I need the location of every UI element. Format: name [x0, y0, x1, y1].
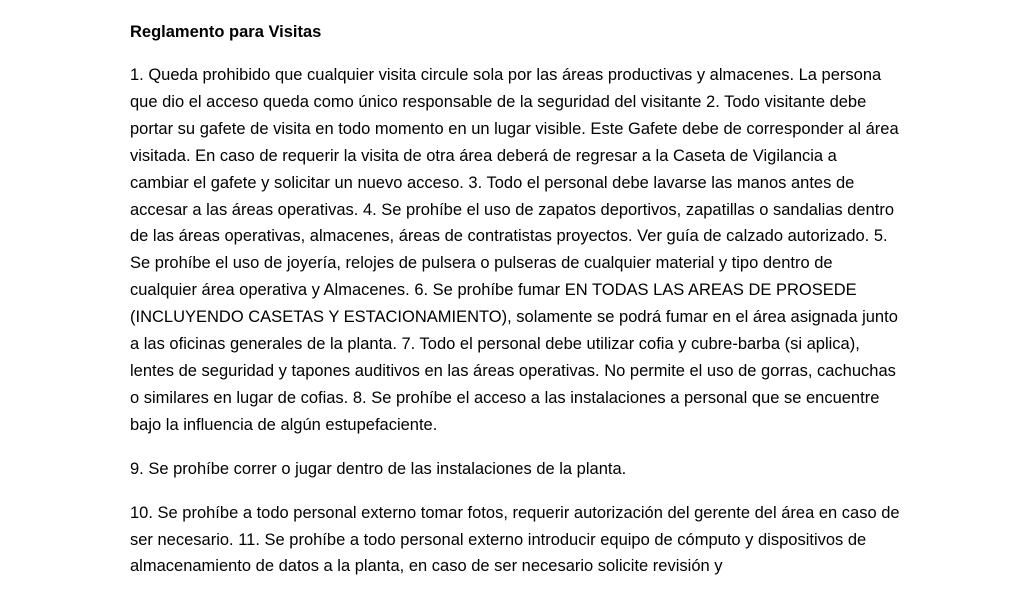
- paragraph-rules-10-11: 10. Se prohíbe a todo personal externo tomar fotos, requerir autorización del gerente del área en caso de ser necesario. 11. Se prohíbe a todo personal externo introducir equipo de cómputo y dispositivos de almacenamiento de datos a la planta, en caso de ser necesario solicite revisión y: [130, 503, 900, 576]
- paragraph-rule-9: 9. Se prohíbe correr o jugar dentro de las instalaciones de la planta.: [130, 459, 627, 478]
- paragraph-rules-1-8: 1. Queda prohibido que cualquier visita circule sola por las áreas productivas y almacenes. La persona que dio el acceso queda como único responsable de la seguridad del visitante 2. Todo visitante debe portar su gafete de visita en todo momento en un lugar visible. Este Gafete debe de corresponder al área visitada. En caso de requerir la visita de otra área deberá de regresar a la Caseta de Vigilancia a cambiar el gafete y solicitar un nuevo acceso. 3. Todo el personal debe lavarse las manos antes de accesar a las áreas operativas. 4. Se prohíbe el uso de zapatos deportivos, zapatillas o sandalias dentro de las áreas operativas, almacenes, áreas de contratistas proyectos. Ver guía de calzado autorizado. 5. Se prohíbe el uso de joyería, relojes de pulsera o pulseras de cualquier material y tipo dentro de cualquier área operativa y Almacenes. 6. Se prohíbe fumar EN TODAS LAS AREAS DE PROSEDE (INCLUYENDO CASETAS Y ESTACIONAMIENTO), solamente se podrá fumar en el área asignada junto a las oficinas generales de la planta. 7. Todo el personal debe utilizar cofia y cubre-barba (si aplica), lentes de seguridad y tapones auditivos en las áreas operativas. No permite el uso de gorras, cachuchas o similares en lugar de cofias. 8. Se prohíbe el acceso a las instalaciones a personal que se encuentre bajo la influencia de algún estupefaciente.: [130, 66, 899, 434]
- document-title: Reglamento para Visitas: [130, 23, 322, 41]
- document-page: [130, 19, 900, 597]
